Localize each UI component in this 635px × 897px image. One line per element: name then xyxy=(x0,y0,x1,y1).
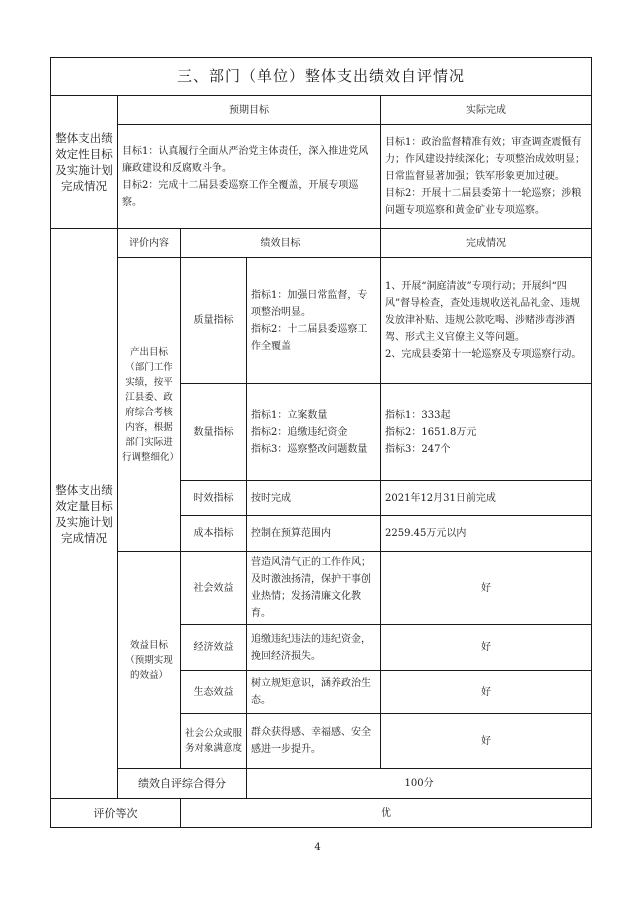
indicator-done: 好 xyxy=(381,671,592,714)
header-target: 绩效目标 xyxy=(181,229,381,258)
actual-header: 实际完成 xyxy=(381,96,592,125)
expected-text: 目标1：认真履行全面从严治党主体责任，深入推进党风廉政建设和反腐败斗争。 目标2：完成十二届县委巡察工作全覆盖，开展专项巡察。 xyxy=(118,125,381,229)
qualitative-row-label: 整体支出绩效定性目标及实施计划完成情况 xyxy=(51,96,118,229)
indicator-name: 经济效益 xyxy=(181,625,247,671)
grade-value: 优 xyxy=(181,799,592,828)
quantitative-row-label: 整体支出绩效定量目标及实施计划完成情况 xyxy=(51,229,118,799)
indicator-name: 质量指标 xyxy=(181,258,247,384)
indicator-name: 生态效益 xyxy=(181,671,247,714)
indicator-name: 社会效益 xyxy=(181,552,247,625)
actual-text: 目标1：政治监督精准有效；审查调查震慑有力；作风建设持续深化；专项整治成效明显；日常监督显著加强；铁军形象更加过硬。 目标2：开展十二届县委第十一轮巡察；涉粮问题专项巡察和黄金矿业专项巡察。 xyxy=(381,125,592,229)
score-value: 100分 xyxy=(247,769,592,799)
indicator-done: 指标1：333起 指标2：1651.8万元 指标3：247个 xyxy=(381,384,592,481)
indicator-target: 按时完成 xyxy=(247,481,381,516)
indicator-name: 数量指标 xyxy=(181,384,247,481)
indicator-target: 控制在预算范围内 xyxy=(247,516,381,552)
indicator-done: 好 xyxy=(381,552,592,625)
indicator-done: 好 xyxy=(381,625,592,671)
page-title: 三、部门（单位）整体支出绩效自评情况 xyxy=(51,58,592,96)
indicator-target: 指标1：立案数量 指标2：追缴违纪资金 指标3：巡察整改问题数量 xyxy=(247,384,381,481)
indicator-done: 好 xyxy=(381,714,592,769)
indicator-done: 2021年12月31日前完成 xyxy=(381,481,592,516)
output-label: 产出目标（部门工作实绩，按平江县委、政府综合考核内容，根据部门实际进行调整细化） xyxy=(118,258,181,552)
indicator-target: 追缴违纪违法的违纪资金，挽回经济损失。 xyxy=(247,625,381,671)
indicator-name: 成本指标 xyxy=(181,516,247,552)
indicator-target: 营造风清气正的工作作风；及时激浊扬清，保护干事创业热情；发扬清廉文化教育。 xyxy=(247,552,381,625)
indicator-name: 时效指标 xyxy=(181,481,247,516)
header-done: 完成情况 xyxy=(381,229,592,258)
evaluation-table xyxy=(50,57,592,828)
indicator-name: 社会公众或服务对象满意度 xyxy=(181,714,247,769)
indicator-done: 1、开展“洞庭清波”专项行动；开展纠“四风”督导检查，查处违规收送礼品礼金、违规发放津补贴、违规公款吃喝、涉赌涉毒涉酒驾、形式主义官僚主义等问题。 2、完成县委第十一轮巡察及专项巡察行动。 xyxy=(381,258,592,384)
page-number: 4 xyxy=(314,842,321,853)
indicator-target: 指标1：加强日常监督，专项整治明显。 指标2：十二届县委巡察工作全覆盖 xyxy=(247,258,381,384)
indicator-target: 群众获得感、幸福感、安全感进一步提升。 xyxy=(247,714,381,769)
expected-header: 预期目标 xyxy=(118,96,381,125)
score-label: 绩效自评综合得分 xyxy=(118,769,247,799)
indicator-done: 2259.45万元以内 xyxy=(381,516,592,552)
benefit-label: 效益目标（预期实现的效益） xyxy=(118,552,181,769)
grade-label: 评价等次 xyxy=(51,799,181,828)
header-content: 评价内容 xyxy=(118,229,181,258)
indicator-target: 树立规矩意识，涵养政治生态。 xyxy=(247,671,381,714)
